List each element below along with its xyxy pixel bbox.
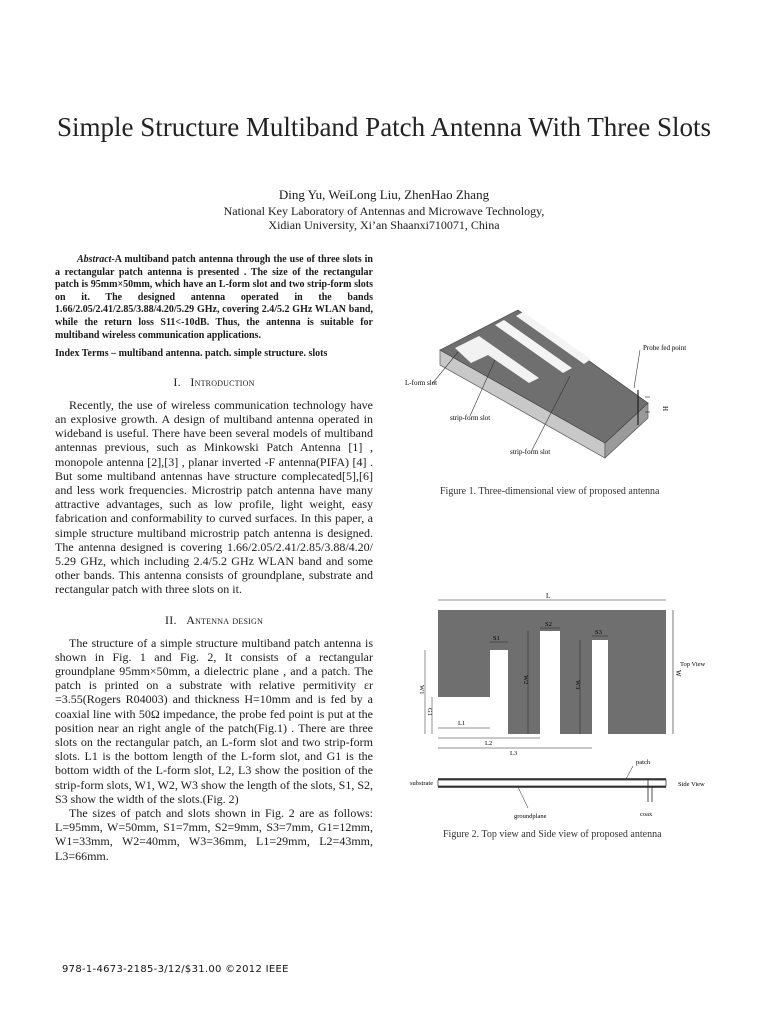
dim-L3: L3 <box>510 750 518 757</box>
strip-label-2: strip-form slot <box>510 448 551 456</box>
dim-W2: W2 <box>522 675 529 685</box>
index-terms: Index Terms – multiband antenna. patch. simple structure. slots <box>55 348 328 360</box>
patch-label: patch <box>636 759 651 766</box>
figure-2-caption: Figure 2. Top view and Side view of proposed antenna <box>443 829 662 840</box>
copyright-footer: 978-1-4673-2185-3/12/$31.00 ©2012 IEEE <box>62 964 289 975</box>
section-heading-intro <box>55 375 373 390</box>
coax-label: coax <box>640 811 653 818</box>
figure-1-caption: Figure 1. Three-dimensional view of proposed antenna <box>440 486 660 497</box>
abstract-text: A multiband patch antenna through the use of three slots in a rectangular patch antenna is presented . The size of the rectangular patch is 95mm×50mm, which have an L-form slot and two strip-form slots on it. The designed antenna operated in the bands 1.66/2.05/2.41/2.85/3.88/4.20/5.29 GHz, covering 2.4/5.2 GHz WLAN band, while the return loss S11<-10dB. Thus, the antenna is suitable for multiband wireless communication applications. <box>55 254 373 341</box>
abstract-lead: Abstract- <box>77 254 115 265</box>
substrate-label: substrate <box>410 780 434 787</box>
dim-L: L <box>546 592 551 600</box>
section-number: I. <box>173 374 181 389</box>
side-substrate <box>438 780 666 786</box>
strip-slot-2 <box>540 631 560 734</box>
left-column <box>55 254 373 863</box>
intro-paragraph: Recently, the use of wireless communication technology have an explosive growth. A design of multiband antenna operated in wideband is useful. There have been several models of multiband antennas previous, such as Minkowski Patch Antenna [1] , monopole antenna [2],[3] , planar inverted -F antenna(PIFA) [4] . But some multiband antennas have structure complecated[5],[6] and less work frequencies. Microstrip patch antenna have many attractive advantages, such as low profile, light weight, easy fabrication and conformability to curved surfaces. In this paper, a simple structure multiband microstrip patch antenna is designed. The antenna designed is covering 1.66/2.05/2.41/2.85/3.88/4.20/ 5.29 GHz, which including 2.4/5.2 GHz WLAN band and some other bands. This antenna consists of groundplane, substrate and rectangular patch with three slots on it. <box>55 397 373 597</box>
design-paragraph-1: The structure of a simple structure multiband patch antenna is shown in Fig. 1 and Fig. 2, It consists of a rectangular groundplane 95mm×50mm, a dielectric plane , and a patch. The patch is printed on a substrate with relative permitivity εr =3.55(Rogers R04003) and thickness H=10mm and is fed by a coaxial line with 50Ω impedance, the probe fed point is put at the position near an right angle of the patch(Fig.1) . There are three slots on the rectangular patch, an L-form slot and two strip-form slots. L1 is the bottom length of the L-form slot, and G1 is the bottom width of the L-form slot, L2, L3 show the position of the strip-form slots, W1, W2, W3 show the length of the slots, S1, S2, S3 show the width of the slots.(Fig. 2) <box>55 635 373 806</box>
figure-1-3d-view <box>400 290 700 465</box>
affiliation <box>0 204 768 232</box>
dim-S2: S2 <box>545 621 552 628</box>
section-title: Introduction <box>190 374 255 389</box>
section-title: Antenna design <box>186 612 263 627</box>
dim-S3: S3 <box>595 629 602 636</box>
affiliation-line-2: Xidian University, Xi’an Shaanxi710071, China <box>268 218 500 232</box>
section-heading-design <box>55 613 373 628</box>
dim-W1: W1 <box>418 685 425 695</box>
l-form-label: L-form slot <box>405 379 438 387</box>
strip-slot-3 <box>592 640 608 734</box>
side-view-label: Side View <box>678 781 705 788</box>
h-label: H <box>661 406 669 412</box>
affiliation-line-1: National Key Laboratory of Antennas and Microwave Technology, <box>223 204 545 218</box>
strip-label-1: strip-form slot <box>450 414 491 422</box>
groundplane-label: groundplane <box>514 813 547 820</box>
dim-G1: G1 <box>426 708 433 716</box>
probe-label: Probe fed point <box>643 344 687 352</box>
dim-S1: S1 <box>493 635 500 642</box>
top-view-label: Top View <box>680 661 706 668</box>
design-paragraph-2: The sizes of patch and slots shown in Fig. 2 are as follows: L=95mm, W=50mm, S1=7mm, S2=9mm, S3=7mm, G1=12mm, W1=33mm, W2=40mm, W3=36mm, L1=29mm, L2=43mm, L3=66mm. <box>55 806 373 863</box>
dim-W3: W3 <box>574 680 581 690</box>
paper-title: Simple Structure Multiband Patch Antenna With Three Slots <box>56 112 712 142</box>
dim-L2: L2 <box>485 740 493 747</box>
authors: Ding Yu, WeiLong Liu, ZhenHao Zhang <box>278 187 490 202</box>
section-number: II. <box>165 612 177 627</box>
dim-L1: L1 <box>458 720 466 727</box>
figure-2-views <box>400 590 715 845</box>
dim-W: W <box>674 670 682 677</box>
abstract <box>55 254 373 342</box>
